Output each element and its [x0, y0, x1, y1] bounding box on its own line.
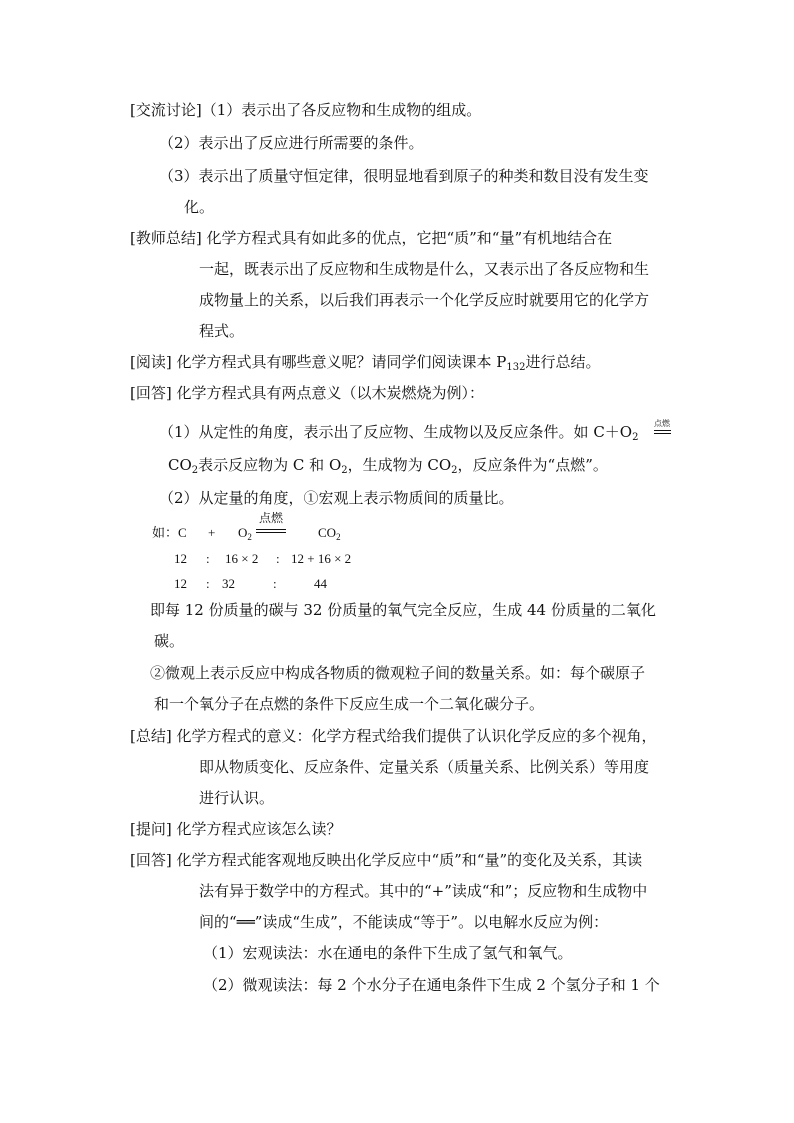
qualitative-co2: CO — [168, 456, 192, 474]
question-line: [提问] 化学方程式应该怎么读？ — [130, 820, 342, 838]
qualitative-product-text: ，生成物为 CO — [347, 456, 452, 474]
answer-2-line-5: （2）微观读法：每 2 个水分子在通电条件下生成 2 个氢分子和 1 个 — [203, 976, 660, 994]
reading-suffix: 进行总结。 — [525, 353, 601, 371]
equals-bar-top — [654, 430, 671, 431]
equation-row3-c: 44 — [314, 576, 327, 591]
reading-line — [130, 352, 600, 372]
equation-co2-letters: CO — [318, 525, 337, 540]
equation-equals-top — [256, 529, 286, 530]
equation-prefix: 如：C — [152, 525, 187, 540]
reading-page-sub: 132 — [506, 362, 526, 373]
teacher-summary-line-3: 成物量上的关系，以后我们再表示一个化学反应时就要用它的化学方 — [199, 291, 650, 309]
summary-line-2: 即从物质变化、反应条件、定量关系（质量关系、比例关系）等用度 — [199, 758, 650, 776]
teacher-summary-line-2: 一起，既表示出了反应物和生成物是什么，又表示出了各反应物和生 — [199, 260, 650, 278]
qualitative-line-2 — [168, 455, 608, 475]
mass-ratio-line-1: 即每 12 份质量的碳与 32 份质量的氧气完全反应，生成 44 份质量的二氧化 — [150, 601, 656, 619]
equation-co2 — [318, 525, 341, 541]
summary-line-1: [总结] 化学方程式的意义：化学方程式给我们提供了认识化学反应的多个视角， — [130, 727, 657, 745]
equation-row2-a: 12 — [174, 551, 187, 566]
discussion-line-1: [交流讨论]（1）表示出了各反应物和生成物的组成。 — [130, 101, 482, 119]
equation-row3-b: 32 — [222, 576, 235, 591]
reading-prefix: [阅读] 化学方程式具有哪些意义呢？请同学们阅读课本 P — [130, 353, 507, 371]
micro-line-2: 和一个氧分子在点燃的条件下反应生成一个二氧化碳分子。 — [154, 695, 545, 713]
equation-row2-colon-1: : — [206, 551, 210, 566]
qualitative-o2-sub-2: 2 — [341, 465, 348, 476]
equation-row3-a: 12 — [174, 576, 187, 591]
ignite-label-small: 点燃 — [654, 419, 670, 428]
qualitative-reactant-text: 表示反应物为 C 和 O — [198, 456, 342, 474]
answer-2-line-1: [回答] 化学方程式能客观地反映出化学反应中“质”和“量”的变化及关系，其读 — [130, 851, 643, 869]
quantitative-line-1: （2）从定量的角度，①宏观上表示物质间的质量比。 — [159, 489, 514, 507]
qualitative-condition-text: ，反应条件为“点燃”。 — [457, 456, 608, 474]
discussion-line-2: （2）表示出了反应进行所需要的条件。 — [159, 134, 424, 152]
equation-ignite-label: 点燃 — [259, 511, 284, 525]
equation-equals-bottom — [256, 532, 286, 533]
equation-row2-c: 12 + 16 × 2 — [291, 551, 352, 566]
equation-co2-sub: 2 — [336, 532, 341, 542]
qualitative-text: （1）从定性的角度，表示出了反应物、生成物以及反应条件。如 C＋O — [159, 423, 633, 441]
answer-2-line-3: 间的“══”读成“生成”，不能读成“等于”。以电解水反应为例： — [199, 913, 609, 931]
qualitative-o2-sub: 2 — [632, 432, 639, 443]
qualitative-co2-sub-2: 2 — [451, 465, 458, 476]
answer-2-line-2: 法有异于数学中的方程式。其中的“+”读成“和”；反应物和生成物中 — [199, 882, 648, 900]
equation-plus: + — [208, 525, 216, 540]
equation-o2-sub: 2 — [247, 532, 252, 542]
micro-line-1: ②微观上表示反应中构成各物质的微观粒子间的数量关系。如：每个碳原子 — [150, 664, 646, 682]
equation-row3-colon-1: : — [206, 576, 210, 591]
qualitative-line-1 — [159, 422, 638, 442]
discussion-line-4: 化。 — [184, 198, 215, 216]
equation-row2-colon-2: : — [276, 551, 280, 566]
equation-row2-b: 16 × 2 — [225, 551, 259, 566]
equation-o2 — [238, 525, 252, 541]
teacher-summary-line-1: [教师总结] 化学方程式具有如此多的优点，它把“质”和“量”有机地结合在 — [130, 229, 613, 247]
equation-o2-letter: O — [238, 525, 248, 540]
answer-1-line: [回答] 化学方程式具有两点意义（以木炭燃烧为例）： — [130, 384, 484, 402]
answer-2-line-4: （1）宏观读法：水在通电的条件下生成了氢气和氧气。 — [203, 944, 573, 962]
equals-bar-bottom — [654, 433, 671, 434]
discussion-line-3: （3）表示出了质量守恒定律，很明显地看到原子的种类和数目没有发生变 — [159, 167, 649, 185]
qualitative-co2-sub: 2 — [191, 465, 199, 476]
equation-row3-colon-2: : — [273, 576, 277, 591]
summary-line-3: 进行认识。 — [199, 789, 275, 807]
teacher-summary-line-4: 程式。 — [199, 322, 245, 340]
mass-ratio-line-2: 碳。 — [154, 632, 185, 650]
